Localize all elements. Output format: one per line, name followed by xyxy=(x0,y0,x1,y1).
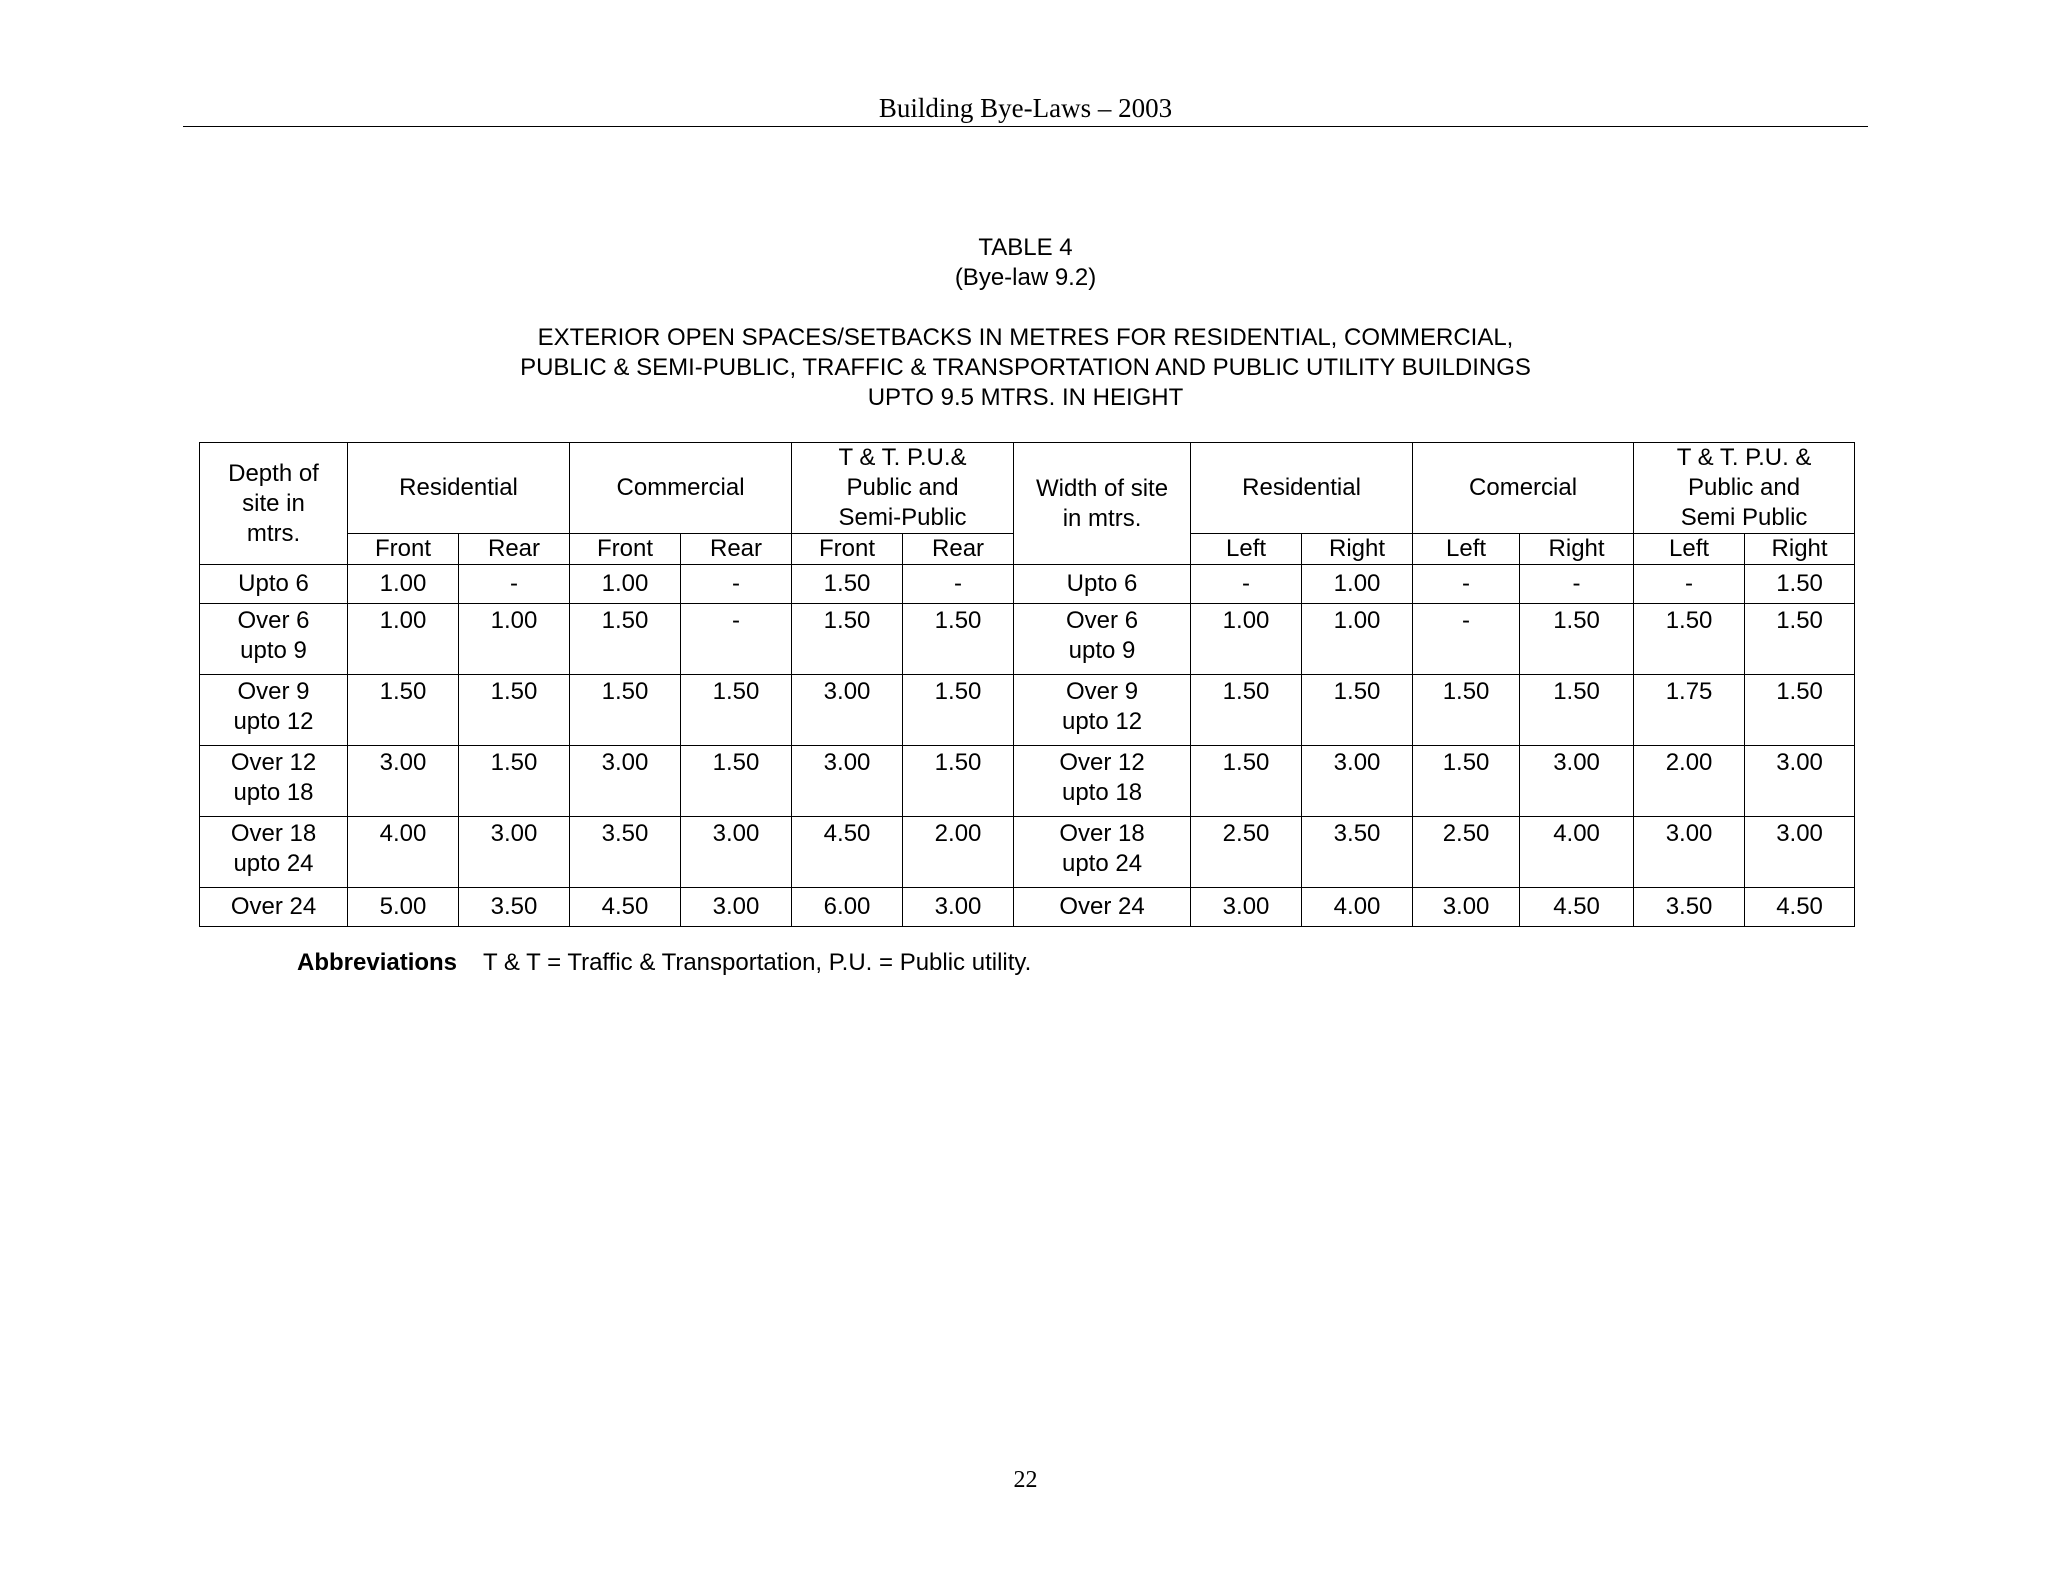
setback-value-cell: 3.00 xyxy=(1413,888,1520,927)
depth-range-cell-line: upto 24 xyxy=(233,850,314,877)
setback-value-cell: 1.00 xyxy=(1302,604,1413,675)
setback-value-cell: 1.50 xyxy=(348,675,459,746)
subcolumn-header: Rear xyxy=(903,534,1014,565)
subcolumn-header: Front xyxy=(348,534,459,565)
setback-value-cell: 1.50 xyxy=(1745,565,1855,604)
depth-range-cell-line: Over 12 xyxy=(230,749,317,776)
width-range-cell-line: Upto 6 xyxy=(1066,570,1138,597)
setback-value-cell: 3.00 xyxy=(570,746,681,817)
setback-value-cell: 1.50 xyxy=(903,746,1014,817)
width-range-cell-line: Over 18 xyxy=(1059,820,1145,847)
depth-group-header-line: Commercial xyxy=(616,474,745,501)
setback-value-cell: 1.50 xyxy=(1191,746,1302,817)
setback-value-cell: 4.50 xyxy=(1745,888,1855,927)
width-range-cell-line: upto 9 xyxy=(1068,637,1136,664)
setback-value-cell: - xyxy=(681,565,792,604)
depth-range-cell-line: upto 12 xyxy=(233,708,314,735)
subcolumn-header: Left xyxy=(1413,534,1520,565)
width-range-cell xyxy=(1014,565,1191,604)
setback-value-cell: 3.00 xyxy=(792,675,903,746)
setback-value-cell: 1.00 xyxy=(348,565,459,604)
running-header: Building Bye-Laws – 2003 xyxy=(878,93,1173,123)
width-range-cell-line: upto 18 xyxy=(1061,779,1143,806)
setback-value-cell: 1.50 xyxy=(459,746,570,817)
depth-range-cell-line: Over 6 xyxy=(237,607,310,634)
subcolumn-header: Front xyxy=(792,534,903,565)
width-range-cell-line: Over 9 xyxy=(1066,678,1139,705)
setback-value-cell: - xyxy=(459,565,570,604)
setback-value-cell: 4.00 xyxy=(348,817,459,888)
setback-value-cell: 1.00 xyxy=(348,604,459,675)
setback-value-cell: - xyxy=(681,604,792,675)
width-group-header-line: Comercial xyxy=(1469,474,1578,501)
width-range-cell-line: upto 24 xyxy=(1061,850,1143,877)
depth-of-site-header-line: Depth of xyxy=(228,459,319,487)
setback-value-cell: - xyxy=(1634,565,1745,604)
depth-group-header xyxy=(348,443,570,534)
setback-value-cell: 1.50 xyxy=(1745,675,1855,746)
depth-group-header-line: Residential xyxy=(399,474,518,501)
width-of-site-header xyxy=(1014,443,1191,565)
depth-group-header-line: T & T. P.U.& xyxy=(838,444,967,471)
width-range-cell xyxy=(1014,675,1191,746)
width-group-header-line: Semi Public xyxy=(1680,504,1808,531)
setback-value-cell: 3.00 xyxy=(459,817,570,888)
depth-range-cell-line: upto 18 xyxy=(233,779,314,806)
setback-value-cell: 1.50 xyxy=(1520,675,1634,746)
depth-of-site-header xyxy=(200,443,348,565)
page-number: 22 xyxy=(1013,1467,1038,1493)
setback-value-cell: 1.50 xyxy=(681,675,792,746)
setback-value-cell: 3.00 xyxy=(1745,746,1855,817)
table-row xyxy=(200,888,1855,927)
setback-value-cell: 1.50 xyxy=(459,675,570,746)
subcolumn-header: Right xyxy=(1745,534,1855,565)
setback-value-cell: 1.00 xyxy=(1191,604,1302,675)
depth-range-cell xyxy=(200,817,348,888)
setbacks-table xyxy=(199,442,1855,927)
setback-value-cell: 2.50 xyxy=(1413,817,1520,888)
depth-range-cell xyxy=(200,604,348,675)
setback-value-cell: 3.50 xyxy=(570,817,681,888)
abbreviations-note xyxy=(297,948,1031,978)
width-of-site-header-line: in mtrs. xyxy=(1062,504,1142,532)
setback-value-cell: 1.50 xyxy=(1413,675,1520,746)
depth-of-site-header-line: site in xyxy=(242,489,305,517)
table-row xyxy=(200,565,1855,604)
setback-value-cell: 3.00 xyxy=(903,888,1014,927)
setback-value-cell: 3.00 xyxy=(792,746,903,817)
setback-value-cell: 1.50 xyxy=(1520,604,1634,675)
width-range-cell xyxy=(1014,888,1191,927)
depth-group-header xyxy=(792,443,1014,534)
subcolumn-header: Rear xyxy=(681,534,792,565)
setback-value-cell: 1.50 xyxy=(792,565,903,604)
depth-range-cell-line: upto 9 xyxy=(240,637,307,664)
width-group-header xyxy=(1413,443,1634,534)
setback-value-cell: 4.00 xyxy=(1302,888,1413,927)
depth-range-cell-line: Over 9 xyxy=(237,678,310,705)
setback-value-cell: 2.50 xyxy=(1191,817,1302,888)
width-group-header xyxy=(1191,443,1413,534)
setback-value-cell: 1.50 xyxy=(1302,675,1413,746)
depth-range-cell-line: Over 18 xyxy=(230,820,317,847)
depth-of-site-header-line: mtrs. xyxy=(246,519,301,547)
depth-group-header xyxy=(570,443,792,534)
subcolumn-header: Front xyxy=(570,534,681,565)
width-range-cell xyxy=(1014,746,1191,817)
setback-value-cell: 3.50 xyxy=(1302,817,1413,888)
depth-range-cell-line: Upto 6 xyxy=(238,570,309,597)
table-caption-line-2: PUBLIC & SEMI-PUBLIC, TRAFFIC & TRANSPORTATION AND PUBLIC UTILITY BUILDINGS xyxy=(520,354,1531,381)
setback-value-cell: 1.50 xyxy=(1191,675,1302,746)
width-group-header-line: Public and xyxy=(1688,474,1801,501)
setback-value-cell: 3.00 xyxy=(681,817,792,888)
setback-value-cell: 4.50 xyxy=(792,817,903,888)
table-caption-line-1: EXTERIOR OPEN SPACES/SETBACKS IN METRES FOR RESIDENTIAL, COMMERCIAL, xyxy=(537,324,1514,351)
subcolumn-header: Rear xyxy=(459,534,570,565)
header-row-groups xyxy=(200,443,1855,534)
setback-value-cell: - xyxy=(1191,565,1302,604)
setback-value-cell: 2.00 xyxy=(903,817,1014,888)
setback-value-cell: 1.50 xyxy=(792,604,903,675)
depth-group-header-line: Semi-Public xyxy=(838,504,967,531)
abbreviations-text: T & T = Traffic & Transportation, P.U. = Public utility. xyxy=(483,949,1032,976)
setback-value-cell: 3.00 xyxy=(1191,888,1302,927)
subcolumn-header: Left xyxy=(1191,534,1302,565)
table-number: TABLE 4 xyxy=(978,234,1073,261)
header-rule xyxy=(183,126,1868,127)
subcolumn-header: Left xyxy=(1634,534,1745,565)
setback-value-cell: 1.50 xyxy=(681,746,792,817)
width-of-site-header-line: Width of site xyxy=(1036,474,1169,502)
setback-value-cell: 1.00 xyxy=(1302,565,1413,604)
setback-value-cell: 1.75 xyxy=(1634,675,1745,746)
setback-value-cell: 1.00 xyxy=(459,604,570,675)
setback-value-cell: 3.50 xyxy=(1634,888,1745,927)
setback-value-cell: 1.50 xyxy=(1745,604,1855,675)
table-row xyxy=(200,817,1855,888)
width-range-cell xyxy=(1014,604,1191,675)
setback-value-cell: - xyxy=(903,565,1014,604)
abbreviations-label: Abbreviations xyxy=(297,949,458,976)
setback-value-cell: 3.00 xyxy=(1745,817,1855,888)
setback-value-cell: 3.50 xyxy=(459,888,570,927)
setback-value-cell: 3.00 xyxy=(1520,746,1634,817)
setback-value-cell: 1.50 xyxy=(903,604,1014,675)
setback-value-cell: 3.00 xyxy=(348,746,459,817)
depth-range-cell xyxy=(200,675,348,746)
subcolumn-header: Right xyxy=(1520,534,1634,565)
setback-value-cell: - xyxy=(1413,565,1520,604)
setback-value-cell: 4.50 xyxy=(1520,888,1634,927)
setback-value-cell: 6.00 xyxy=(792,888,903,927)
bye-law-reference: (Bye-law 9.2) xyxy=(954,264,1097,291)
setback-value-cell: - xyxy=(1520,565,1634,604)
table-row xyxy=(200,675,1855,746)
width-range-cell-line: Over 24 xyxy=(1059,893,1145,920)
width-range-cell-line: Over 6 xyxy=(1066,607,1139,634)
table-row xyxy=(200,746,1855,817)
setback-value-cell: 1.50 xyxy=(903,675,1014,746)
subcolumn-header: Right xyxy=(1302,534,1413,565)
setback-value-cell: 2.00 xyxy=(1634,746,1745,817)
depth-group-header-line: Public and xyxy=(846,474,959,501)
width-group-header-line: T & T. P.U. & xyxy=(1676,444,1812,471)
table-caption-line-3: UPTO 9.5 MTRS. IN HEIGHT xyxy=(867,384,1184,411)
setback-value-cell: 1.50 xyxy=(1634,604,1745,675)
setback-value-cell: 1.00 xyxy=(570,565,681,604)
width-group-header xyxy=(1634,443,1855,534)
width-range-cell-line: Over 12 xyxy=(1059,749,1145,776)
setback-value-cell: 3.00 xyxy=(681,888,792,927)
depth-range-cell xyxy=(200,565,348,604)
width-range-cell-line: upto 12 xyxy=(1061,708,1143,735)
width-range-cell xyxy=(1014,817,1191,888)
setback-value-cell: 3.00 xyxy=(1302,746,1413,817)
depth-range-cell xyxy=(200,746,348,817)
setback-value-cell: 3.00 xyxy=(1634,817,1745,888)
setback-value-cell: - xyxy=(1413,604,1520,675)
setback-value-cell: 1.50 xyxy=(570,604,681,675)
table-row xyxy=(200,604,1855,675)
setback-value-cell: 4.00 xyxy=(1520,817,1634,888)
setback-value-cell: 1.50 xyxy=(1413,746,1520,817)
depth-range-cell-line: Over 24 xyxy=(230,893,317,920)
depth-range-cell xyxy=(200,888,348,927)
setback-value-cell: 5.00 xyxy=(348,888,459,927)
setback-value-cell: 1.50 xyxy=(570,675,681,746)
setback-value-cell: 4.50 xyxy=(570,888,681,927)
width-group-header-line: Residential xyxy=(1242,474,1361,501)
